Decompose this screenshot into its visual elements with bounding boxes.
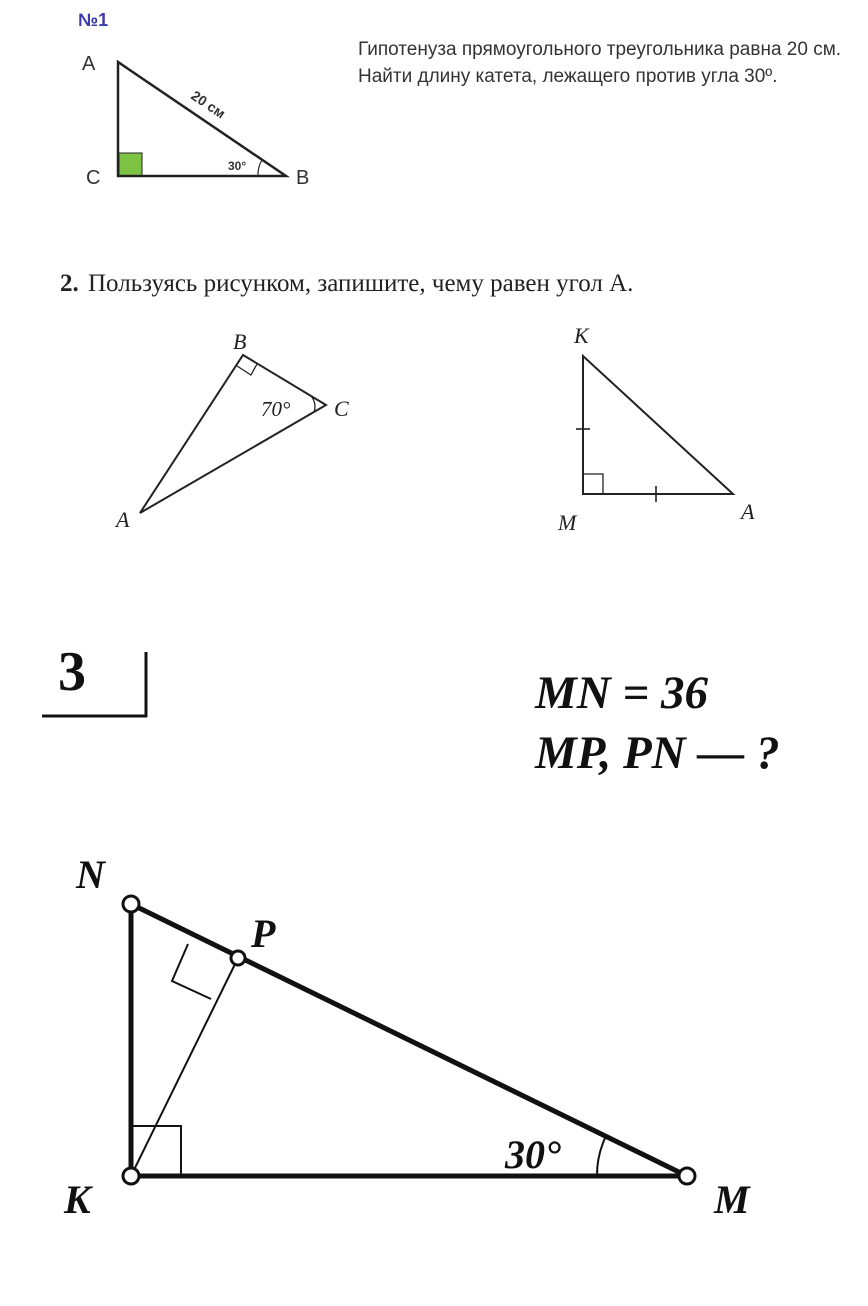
vertex-b-label: B [233,329,247,354]
right-angle-marker-p [172,944,211,999]
point-k [123,1168,139,1184]
triangle-abc [140,355,326,513]
side-length-label: 20 см [188,87,229,122]
problem-3-question: MP, PN — ? [535,727,780,779]
angle-arc-m [597,1136,606,1176]
right-angle-marker-m [583,474,603,494]
vertex-c-label: C [86,167,101,189]
problem-1-number: №1 [78,10,109,30]
problem-2-text: Пользуясь рисунком, запишите, чему равен угол A. [88,270,634,297]
vertex-c-label: C [334,396,349,421]
problem-2-number: 2. [60,270,79,297]
vertex-m-label: M [714,1177,750,1222]
right-angle-marker-k [131,1126,181,1176]
figure-2b-triangle [557,323,755,535]
vertex-m-label: M [558,510,577,535]
angle-70-label: 70° [261,397,291,421]
vertex-k-label: K [64,1177,91,1222]
vertex-a-label: A [116,507,130,532]
angle-arc-b [258,160,262,176]
problem-1-text: Гипотенуза прямоугольного треугольника равна 20 см. Найти длину катета, лежащего против угла 30º. [358,39,842,87]
angle-30-label: 30° [228,159,247,173]
problem-3-number: 3 [58,641,86,703]
right-angle-marker-c [119,153,142,176]
vertex-p-label: P [251,911,276,956]
angle-30-label: 30° [505,1132,561,1177]
vertex-a-label: A [82,53,96,75]
vertex-b-label: B [296,167,310,189]
altitude-kp [131,958,238,1176]
figure-3-triangle [63,852,751,1222]
right-angle-marker-b [237,364,257,375]
triangle-kma [583,356,733,494]
vertex-k-label: K [574,323,589,348]
hypotenuse-nm [131,904,687,1176]
point-n [123,896,139,912]
problem-3-given: MN = 36 [535,667,709,719]
vertex-n-label: N [76,852,105,897]
vertex-a-label: A [741,499,755,524]
figure-2a-triangle [114,329,349,532]
problem-3-number-frame [42,652,147,717]
figure-1-triangle [82,53,309,189]
triangle-acb [118,62,286,176]
point-p [231,951,245,965]
point-m [679,1168,695,1184]
